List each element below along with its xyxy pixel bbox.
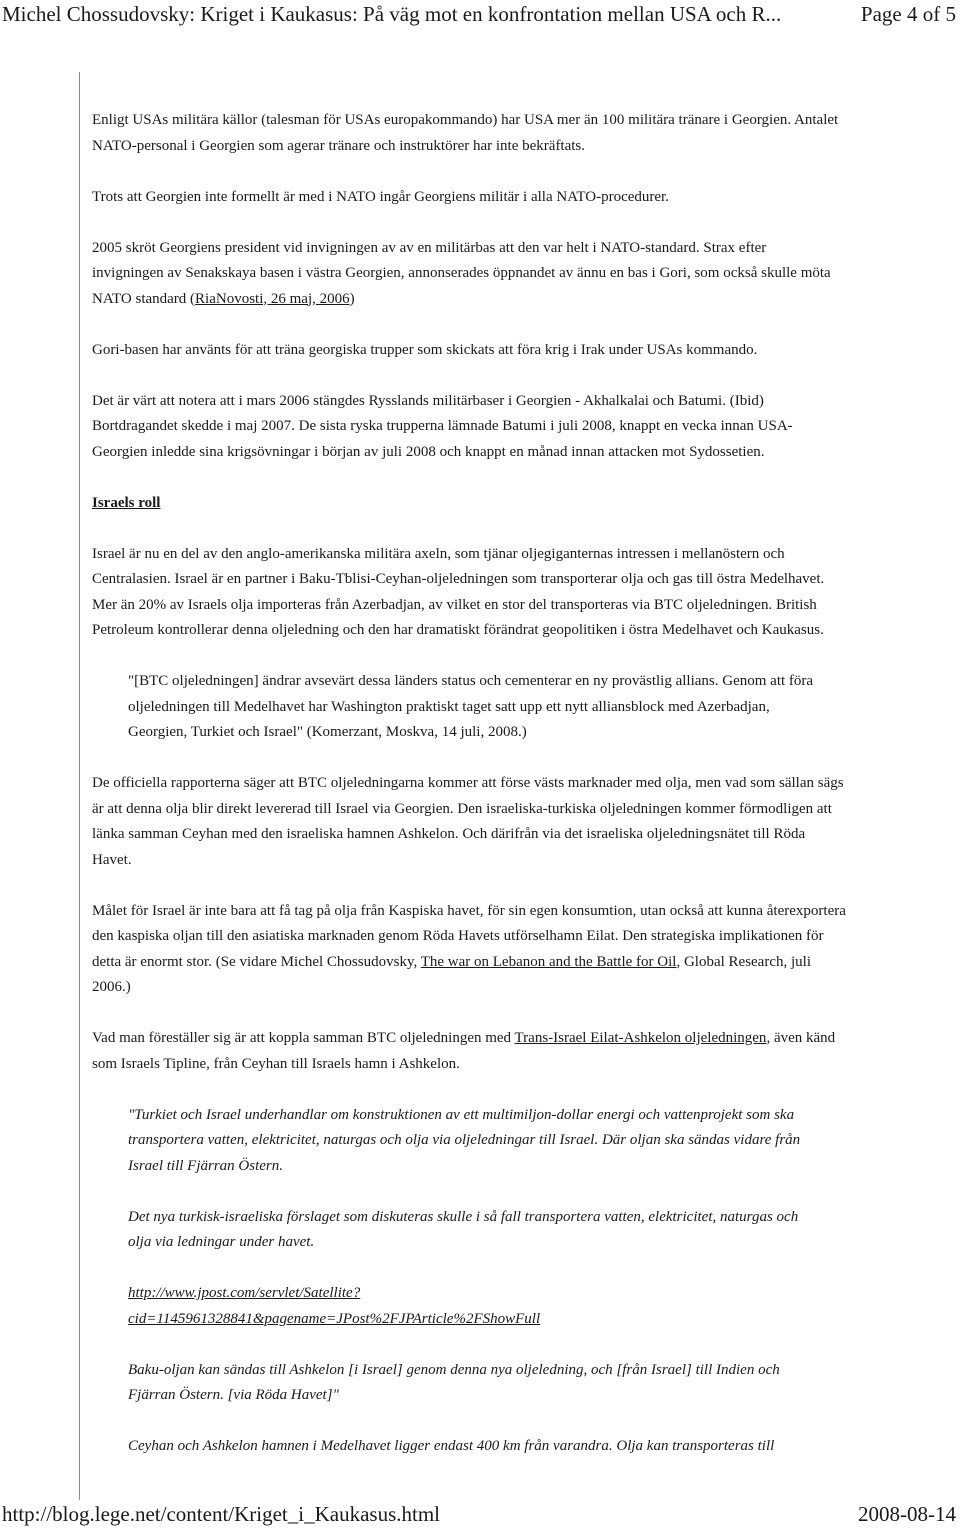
blockquote-jpost-link xyxy=(128,1281,928,1332)
left-margin-rule xyxy=(79,72,80,1500)
text-line: Gori-basen har använts för att träna georgiska trupper som skickats att föra krig i Irak under USAs kommando. xyxy=(92,341,758,358)
blockquote-proposal xyxy=(128,1205,928,1256)
paragraph-tipline xyxy=(92,1026,960,1077)
footer-date: 2008-08-14 xyxy=(858,1502,956,1526)
page-header xyxy=(0,0,960,32)
text-line: Israel till Fjärran Östern. xyxy=(128,1157,284,1174)
footer-url: http://blog.lege.net/content/Kriget_i_Kaukasus.html xyxy=(2,1502,441,1526)
text-line: Petroleum kontrollerar denna oljeledning och den har dramatiskt förändrat geopolitiken i östra Medelhavet och Kaukasus. xyxy=(92,622,824,638)
text-line: länka samman Ceyhan med den israeliska hamnen Ashkelon. Och därifrån via det israeliska oljeledningsnätet till Röda xyxy=(92,826,806,842)
text-line: som Israels Tipline, från Ceyhan till Israels hamn i Ashkelon. xyxy=(92,1055,460,1072)
text-line: Mer än 20% av Israels olja importeras från Azerbadjan, av vilket en stor del transporteras via BTC oljeledningen. British xyxy=(92,596,817,613)
text-line: 2005 skröt Georgiens president vid invigningen av av en militärbas att den var helt i NATO-standard. Strax efter xyxy=(92,239,767,256)
jpost-link-line1[interactable]: http://www.jpost.com/servlet/Satellite? xyxy=(128,1285,361,1301)
page-title: Michel Chossudovsky: Kriget i Kaukasus: På väg mot en konfrontation mellan USA och R... xyxy=(2,2,782,26)
page-footer xyxy=(0,1500,960,1528)
text-line: Enligt USAs militära källor (talesman för USAs europakommando) har USA mer än 100 militära tränare i Georgien. Antalet xyxy=(92,112,839,128)
text-line: Det nya turkisk-israeliska förslaget som diskuteras skulle i så fall transportera vatten, elektricitet, naturgas och xyxy=(128,1208,799,1225)
paragraph-military-base xyxy=(92,236,960,313)
text-span: ) xyxy=(349,290,355,307)
section-heading-israels-roll: Israels roll xyxy=(92,494,161,511)
text-line: transportera vatten, elektricitet, naturgas och olja via oljeledningar till Israel. Där oljan ska sändas vidare från xyxy=(128,1132,801,1148)
text-span: detta är enormt stor. (Se vidare Michel Chossudovsky, xyxy=(92,953,421,970)
rianovosti-link[interactable]: RiaNovosti, 26 maj, 2006 xyxy=(195,290,350,307)
blockquote-komerzant xyxy=(128,669,928,746)
paragraph-official-reports xyxy=(92,771,960,873)
war-on-lebanon-link[interactable]: The war on Lebanon and the Battle for Oil xyxy=(420,953,677,970)
text-line: Det är värt att notera att i mars 2006 stängdes Rysslands militärbaser i Georgien - Akhalkalai och Batumi. (Ibid) xyxy=(92,392,764,409)
text-line: Baku-oljan kan sändas till Ashkelon [i Israel] genom denna nya oljeledning, och [från Israel] till Indien och xyxy=(128,1361,780,1378)
text-line: Ceyhan och Ashkelon hamnen i Medelhavet ligger endast 400 km från varandra. Olja kan transporteras till xyxy=(128,1438,775,1454)
text-line: Trots att Georgien inte formellt är med i NATO ingår Georgiens militär i alla NATO-procedurer. xyxy=(92,188,669,205)
text-line: Georgien, Turkiet och Israel" (Komerzant, Moskva, 14 juli, 2008.) xyxy=(128,724,527,740)
page-number: Page 4 of 5 xyxy=(860,2,956,26)
paragraph-israel-axis xyxy=(92,542,960,644)
text-span: , Global Research, juli xyxy=(676,953,811,970)
text-line: olja via ledningar under havet. xyxy=(128,1234,315,1250)
text-line: De officiella rapporterna säger att BTC oljeledningarna kommer att förse västs marknader med olja, men vad som sällan sägs xyxy=(92,775,844,791)
text-line xyxy=(92,950,960,976)
text-span: NATO standard ( xyxy=(92,290,196,307)
blockquote-baku-oil xyxy=(128,1358,928,1409)
text-line xyxy=(92,287,960,313)
text-line: Israel är nu en del av den anglo-amerikanska militära axeln, som tjänar oljegiganternas intressen i mellanöstern och xyxy=(92,545,785,562)
paragraph-trainers xyxy=(92,108,960,159)
text-line: Georgien inledde sina krigsövningar i början av juli 2008 och knappt en månad innan attacken mot Sydossetien. xyxy=(92,443,765,460)
text-line: Målet för Israel är inte bara att få tag på olja från Kaspiska havet, för sin egen konsumtion, utan också att kunna återexportera xyxy=(92,902,846,919)
article-body xyxy=(92,108,960,1485)
text-span: Vad man föreställer sig är att koppla samman BTC oljeledningen med xyxy=(92,1030,515,1046)
text-line: är att denna olja blir direkt levererad till Israel via Georgien. Den israeliska-turkiska oljeledningen kommer förmodligen att xyxy=(92,800,832,817)
text-line: "[BTC oljeledningen] ändrar avsevärt dessa länders status och cementerar en ny provästlig allians. Genom att föra xyxy=(128,673,814,689)
text-line: "Turkiet och Israel underhandlar om konstruktionen av ett multimiljon-dollar energi och vattenprojekt som ska xyxy=(128,1106,795,1123)
text-line: 2006.) xyxy=(92,979,131,995)
text-line: invigningen av Senakskaya basen i västra Georgien, annonserades öppnandet av ännu en bas i Gori, som också skulle möta xyxy=(92,265,831,281)
text-line: Centralasien. Israel är en partner i Baku-Tblisi-Ceyhan-oljeledningen som transporterar olja och gas till östra Medelhavet. xyxy=(92,571,825,587)
text-line: den kaspiska oljan till den asiatiska marknaden genom Röda Havets utförselhamn Eilat. Den strategiska implikationen för xyxy=(92,928,824,944)
text-span: , även känd xyxy=(766,1030,836,1046)
paragraph-nato-procedures xyxy=(92,185,960,211)
jpost-link-line2[interactable]: cid=1145961328841&pagename=JPost%2FJPArticle%2FShowFull xyxy=(128,1310,541,1327)
paragraph-russian-bases xyxy=(92,389,960,466)
text-line: Fjärran Östern. [via Röda Havet]" xyxy=(128,1387,339,1403)
text-line: NATO-personal i Georgien som agerar tränare och instruktörer har inte bekräftats. xyxy=(92,137,586,154)
text-line: oljeledningen till Medelhavet har Washington praktiskt taget satt upp ett nytt alliansblock med Azerbadjan, xyxy=(128,698,770,715)
paragraph-gori-base xyxy=(92,338,960,364)
text-line xyxy=(92,1026,960,1052)
trans-israel-pipeline-link[interactable]: Trans-Israel Eilat-Ashkelon oljeledningen xyxy=(514,1030,767,1046)
text-line: Bortdragandet skedde i maj 2007. De sista ryska trupperna lämnade Batumi i juli 2008, knappt en vecka innan USA- xyxy=(92,418,793,434)
paragraph-israel-goal xyxy=(92,899,960,1001)
blockquote-ceyhan xyxy=(128,1434,928,1460)
blockquote-turkiet-israel xyxy=(128,1103,928,1180)
text-line: Havet. xyxy=(92,851,132,868)
